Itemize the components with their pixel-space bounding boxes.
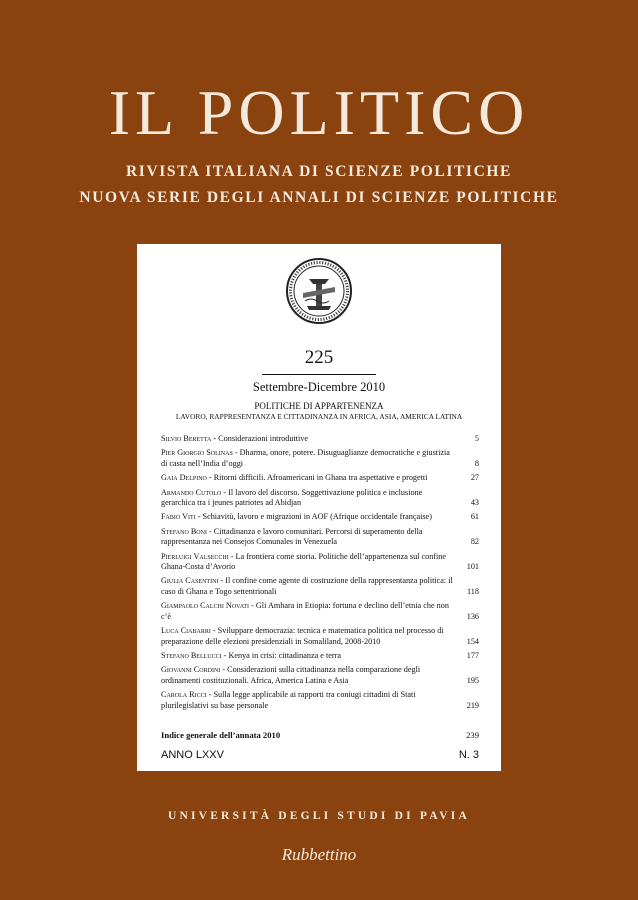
toc-entry: [161, 512, 479, 522]
toc-page: 195: [466, 675, 479, 685]
toc-author: Giampaolo Calchi Novati: [161, 601, 250, 611]
toc-title: - Gli Amhara in Etiopia: fortuna e declino dell’etnia che non c’è: [161, 601, 449, 621]
toc-entry: [161, 473, 479, 483]
toc-entry: [161, 527, 479, 548]
toc-title: - Dharma, onore, potere. Disuguaglianze democratiche e giustizia di casta nell’India d’oggi: [161, 448, 450, 468]
toc-title: - Sviluppare democrazia: tecnica e matematica politica nel processo di preparazione delle elezioni presidenziali in Somaliland, 2008-2010: [161, 626, 444, 646]
toc-author: Pierluigi Valsecchi: [161, 551, 229, 561]
toc-entry: [161, 651, 479, 661]
issue-number: 225: [304, 347, 334, 368]
volume-year: ANNO LXXV: [161, 749, 224, 761]
table-of-contents: [161, 434, 479, 715]
toc-entry: [161, 626, 479, 647]
issue-date: Settembre-Dicembre 2010: [252, 380, 386, 394]
toc-entry: [161, 448, 479, 469]
university-name: UNIVERSITÀ DEGLI STUDI DI PAVIA: [168, 810, 470, 822]
toc-title: - Kenya in crisi: cittadinanza e terra: [221, 650, 341, 660]
toc-title: - Sulla legge applicabile ai rapporti tra coniugi cittadini di Stati plurilegislativi su base personale: [161, 690, 416, 710]
toc-page: 27: [470, 473, 479, 483]
university-seal-icon: [285, 257, 353, 325]
toc-page: 136: [466, 611, 479, 621]
divider: [262, 374, 376, 375]
toc-author: Silvio Beretta: [161, 434, 212, 443]
toc-page: 8: [474, 458, 479, 468]
toc-title: - Ritorni difficili. Afroamericani in Ghana tra aspettative e progetti: [206, 473, 428, 483]
toc-author: Armando Cutolo: [161, 487, 222, 497]
toc-entry: [161, 576, 479, 597]
toc-title: - Considerazioni introduttive: [211, 434, 308, 443]
toc-entry: [161, 601, 479, 622]
toc-page: 101: [466, 562, 479, 572]
toc-author: Fabio Viti: [161, 512, 196, 522]
toc-author: Gaia Delpino: [161, 473, 207, 483]
journal-title: IL POLITICO: [108, 77, 530, 148]
toc-page: 154: [466, 636, 479, 646]
toc-page: 43: [470, 498, 479, 508]
toc-author: Stefano Bellucci: [161, 650, 222, 660]
toc-page: 5: [474, 434, 479, 443]
toc-page: 118: [467, 586, 479, 596]
publisher-name: Rubbettino: [281, 845, 357, 864]
journal-subtitle: RIVISTA ITALIANA DI SCIENZE POLITICHE: [126, 163, 512, 180]
toc-entry: [161, 690, 479, 711]
toc-author: Giulia Casentini: [161, 576, 219, 586]
toc-entry: [161, 665, 479, 686]
toc-title: - Considerazioni sulla cittadinanza nella comparazione degli ordinamenti costituzionali. Africa, America Latina e Asia: [161, 665, 421, 685]
toc-page: 177: [466, 650, 479, 660]
toc-entry: [161, 434, 479, 444]
toc-page: 82: [470, 537, 479, 547]
toc-title: - Il confine come agente di costruzione della rappresentanza politica: il caso di Ghana e Togo settentrionali: [161, 576, 453, 596]
journal-series-subtitle: NUOVA SERIE DEGLI ANNALI DI SCIENZE POLITICHE: [79, 189, 559, 206]
issue-theme: POLITICHE DI APPARTENENZA: [254, 401, 384, 411]
annual-index-label: Indice generale dell’annata 2010: [161, 730, 281, 740]
annual-index-page: 239: [466, 730, 479, 740]
toc-entry: [161, 488, 479, 509]
toc-author: Carola Ricci: [161, 690, 207, 700]
toc-author: Luca Ciabarri: [161, 626, 211, 636]
toc-entry: [161, 552, 479, 573]
toc-author: Stefano Boni: [161, 526, 207, 536]
toc-title: - Cittadinanza e lavoro comunitari. Percorsi di superamento della rappresentanza nei Consejos Comunales in Venezuela: [161, 526, 423, 547]
contents-panel: [137, 244, 501, 771]
toc-author: Pier Giorgio Solinas: [161, 448, 233, 458]
toc-title: - Schiavitù, lavoro e migrazioni in AOF (Afrique occidentale française): [195, 512, 432, 522]
issue-theme-subtitle: LAVORO, RAPPRESENTANZA E CITTADINANZA IN AFRICA, ASIA, AMERICA LATINA: [175, 412, 463, 421]
toc-page: 61: [470, 512, 479, 522]
toc-page: 219: [466, 700, 479, 710]
issue-no: N. 3: [458, 749, 479, 761]
annual-index-entry: [161, 730, 479, 740]
toc-title: - La frontiera come storia. Politiche dell’appartenenza sul confine Ghana-Costa d’Avorio: [161, 551, 447, 572]
toc-title: - Il lavoro del discorso. Soggettivazione politica e inclusione gerarchica tra i jeunes patriotes ad Abidjan: [161, 487, 423, 508]
toc-author: Giovanni Cordini: [161, 665, 221, 675]
